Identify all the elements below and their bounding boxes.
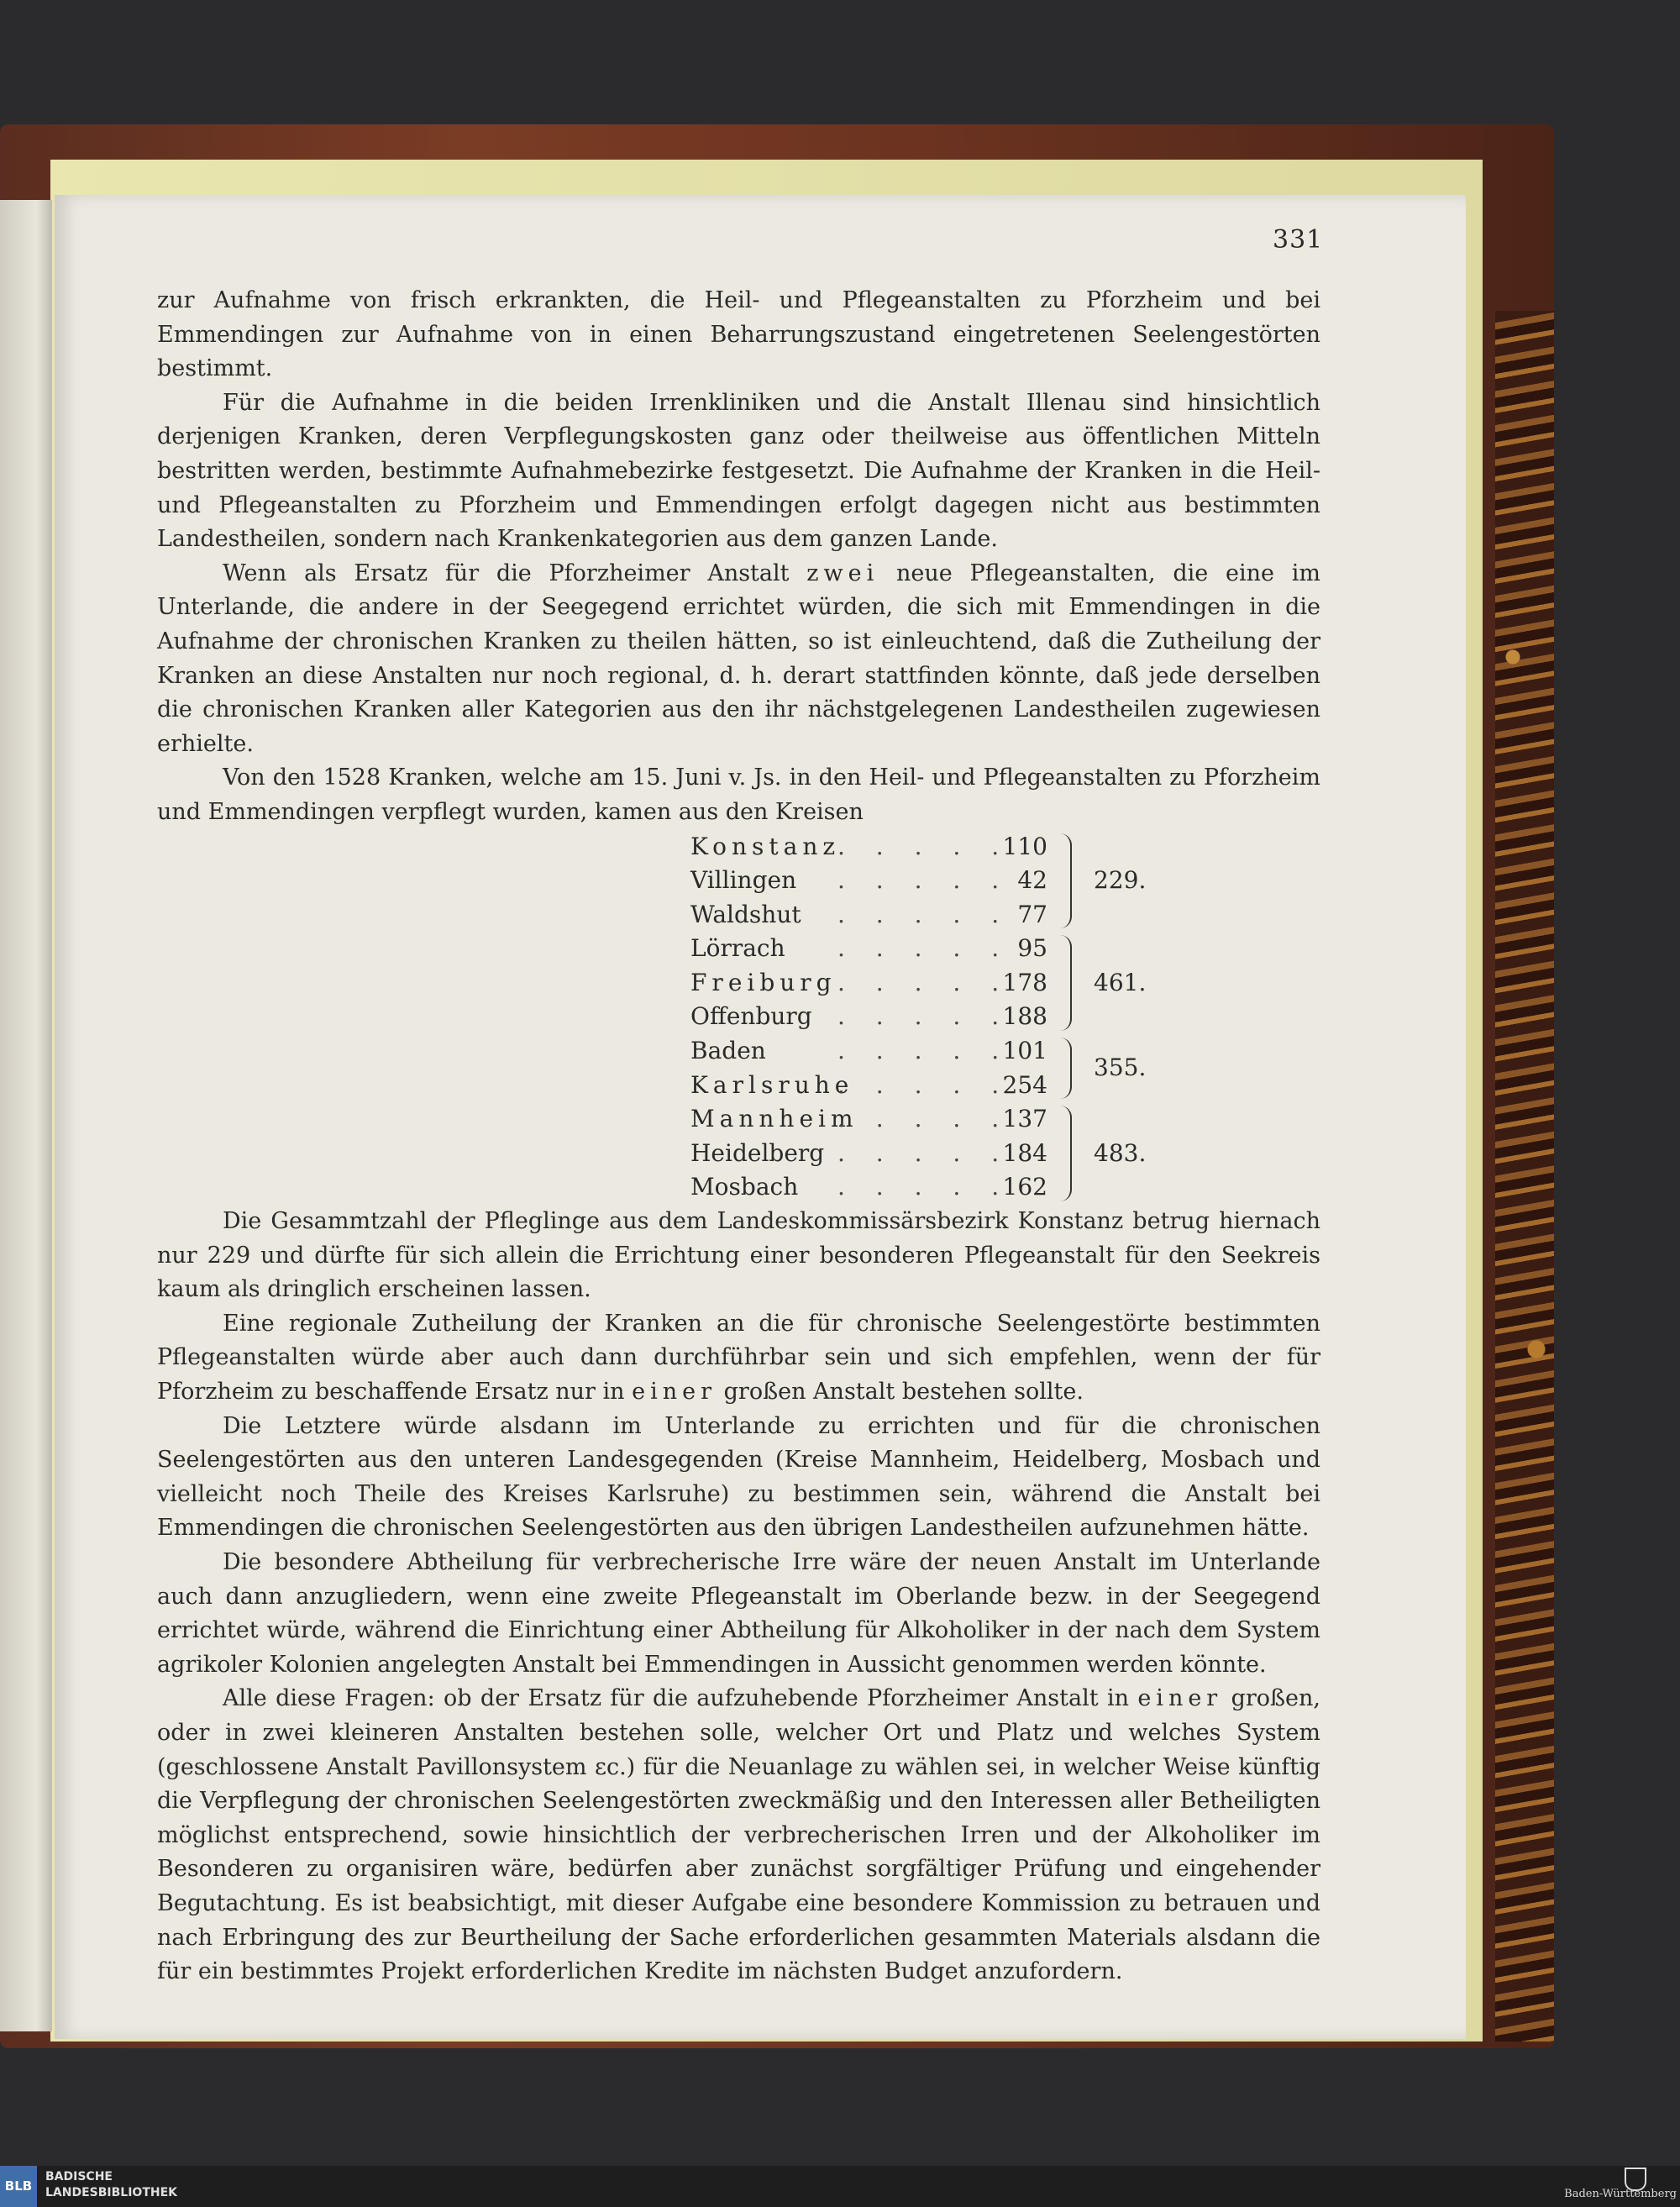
paragraph-9: Alle diese Fragen: ob der Ersatz für die aufzuhebende Pforzheimer Anstalt in einer großen, oder in zwei kleineren Anstalten bestehen solle, welcher Ort und Platz und welches System (geschlossene Anstalt Pavillonsystem ɛc.) für die Neuanlage zu wählen sei, in welcher Weise künftig die Verpflegung der chronischen Seelengestörten zweckmäßig und den Interessen aller Betheiligten möglichst entsprechend, sowie hinsichtlich der verbrecherischen Irren und der Alkoholiker im Besonderen zu organisiren wäre, bedürfen aber zunächst sorgfältiger Prüfung und eingehender Begutachtung. Es ist beabsichtigt, mit dieser Aufgabe eine besondere Kommission zu betrauen und nach Erbringung des zur Beurtheilung der Sache erforderlichen gesammten Materials alsdann die für ein bestimmtes Projekt erforderlichen Kredite im nächsten Budget anzufordern. <box>157 1685 1321 1985</box>
district-row <box>535 1034 1123 1069</box>
district-count: 77 <box>1017 900 1047 928</box>
district-name: Baden <box>690 1037 766 1065</box>
leader-dots: . . . . . <box>837 1070 1011 1099</box>
district-name: Lörrach <box>690 934 785 963</box>
district-count: 188 <box>1002 1002 1047 1031</box>
district-row <box>535 966 1123 1001</box>
district-group <box>535 830 1147 933</box>
district-count: 110 <box>1002 832 1047 860</box>
district-name: Villingen <box>690 866 797 895</box>
district-name: Freiburg <box>690 968 837 996</box>
district-name: Mannheim <box>690 1105 858 1133</box>
district-count: 254 <box>1002 1070 1047 1099</box>
group-brace <box>1060 1106 1072 1201</box>
viewer-footer <box>0 2166 1680 2207</box>
group-sum: 483. <box>1094 1138 1147 1167</box>
district-table <box>535 830 1147 1206</box>
leader-dots: . . . . . <box>837 1002 1011 1031</box>
paragraph-3: Wenn als Ersatz für die Pforzheimer Anstalt zwei neue Pflegeanstalten, die eine im Unterlande, die andere in der Seegegend errichtet würden, die sich mit Emmendingen in die Aufnahme der chronischen Kranken zu theilen hätten, so ist einleuchtend, daß die Zutheilung der Kranken an diese Anstalten nur noch regional, d. h. derart stattfinden könnte, daß jede derselben die chronischen Kranken aller Kategorien aus den ihr nächstgelegenen Landestheilen zugewiesen erhielte. <box>157 560 1320 757</box>
district-row <box>535 830 1123 864</box>
leader-dots: . . . . . <box>837 1037 1011 1065</box>
district-group <box>535 932 1147 1034</box>
paragraph-8: Die besondere Abtheilung für verbrecherische Irre wäre der neuen Anstalt im Unterlande auch dann anzugliedern, wenn eine zweite Pflegeanstalt im Oberlande bezw. in der Seegegend errichtet würde, während die Einrichtung einer Abtheilung für Alkoholiker in der nach dem System agrikoler Kolonien angelegten Anstalt bei Emmendingen in Aussicht genommen werden könnte. <box>157 1548 1320 1678</box>
page-text <box>157 284 1320 1989</box>
page-number: 331 <box>1273 225 1324 255</box>
district-name: Heidelberg <box>690 1138 825 1167</box>
district-group <box>535 1034 1147 1102</box>
paragraph-5: Die Gesammtzahl der Pfleglinge aus dem Landeskommissärsbezirk Konstanz betrug hiernach nur 229 und dürfte für sich allein die Errichtung einer besonderen Pflegeanstalt für den Seekreis kaum als dringlich erscheinen lassen. <box>157 1208 1320 1303</box>
marbled-edge <box>1495 311 1554 2041</box>
district-count: 137 <box>1002 1105 1047 1133</box>
group-brace <box>1060 1038 1072 1099</box>
district-count: 42 <box>1017 866 1047 895</box>
leader-dots: . . . . . <box>837 968 1011 996</box>
district-name: Offenburg <box>690 1002 812 1031</box>
paragraph-7: Die Letztere würde alsdann im Unterlande zu errichten und für die chronischen Seelengestörten aus den unteren Landesgegenden (Kreise Mannheim, Heidelberg, Mosbach und vielleicht noch Theile des Kreises Karlsruhe) zu bestimmen sein, während die Anstalt bei Emmendingen die chronischen Seelengestörten aus den übrigen Landestheilen aufzunehmen hätte. <box>157 1412 1320 1542</box>
district-row <box>535 1137 1123 1171</box>
district-name: Waldshut <box>690 900 801 928</box>
leader-dots: . . . . . <box>837 934 1011 963</box>
leader-dots: . . . . . <box>837 866 1011 895</box>
paragraph-1: zur Aufnahme von frisch erkrankten, die Heil- und Pflegeanstalten zu Pforzheim und bei Emmendingen zur Aufnahme von in einen Beharrungszustand eingetretenen Seelengestörten bestimmt. <box>157 287 1320 382</box>
leader-dots: . . . . . <box>837 1105 1011 1133</box>
leader-dots: . . . . . <box>837 832 1011 860</box>
group-sum: 355. <box>1094 1054 1147 1082</box>
district-count: 101 <box>1002 1037 1047 1065</box>
district-row <box>535 864 1123 898</box>
district-count: 178 <box>1002 968 1047 996</box>
district-row <box>535 1000 1123 1034</box>
paragraph-4: Von den 1528 Kranken, welche am 15. Juni v. Js. in den Heil- und Pflegeanstalten zu Pforzheim und Emmendingen verpflegt wurden, kamen aus den Kreisen <box>157 765 1320 825</box>
leader-dots: . . . . . <box>837 900 1011 928</box>
paragraph-2: Für die Aufnahme in die beiden Irrenkliniken und die Anstalt Illenau sind hinsichtlich derjenigen Kranken, deren Verpflegungskosten ganz oder theilweise aus öffentlichen Mitteln bestritten werden, bestimmte Aufnahmebezirke festgesetzt. Die Aufnahme der Kranken in die Heil- und Pflegeanstalten zu Pforzheim und Emmendingen erfolgt dagegen nicht aus bestimmten Landestheilen, sondern nach Krankenkategorien aus dem ganzen Lande. <box>157 389 1320 553</box>
library-name: BADISCHE LANDESBIBLIOTHEK <box>45 2170 178 2199</box>
district-row <box>535 1102 1123 1137</box>
district-row <box>535 1170 1123 1205</box>
left-page-edge <box>0 200 52 2031</box>
group-sum: 229. <box>1094 866 1147 895</box>
district-name: Karlsruhe <box>690 1070 854 1099</box>
district-group <box>535 1102 1147 1205</box>
group-brace <box>1060 833 1072 929</box>
district-name: Konstanz <box>690 832 841 860</box>
leader-dots: . . . . . <box>837 1173 1011 1201</box>
blb-logo[interactable]: BLB <box>0 2166 37 2207</box>
group-sum: 461. <box>1094 968 1147 996</box>
district-name: Mosbach <box>690 1173 799 1201</box>
district-row <box>535 898 1123 933</box>
region-label: Baden-Württemberg <box>1564 2188 1677 2200</box>
district-row <box>535 932 1123 966</box>
district-row <box>535 1069 1123 1103</box>
district-count: 162 <box>1002 1173 1047 1201</box>
paragraph-6: Eine regionale Zutheilung der Kranken an die für chronische Seelengestörte bestimmten Pflegeanstalten würde aber auch dann durchführbar sein und sich empfehlen, wenn der für Pforzheim zu beschaffende Ersatz nur in einer großen Anstalt bestehen sollte. <box>157 1310 1320 1405</box>
district-count: 184 <box>1002 1138 1047 1167</box>
district-count: 95 <box>1017 934 1047 963</box>
leader-dots: . . . . . <box>837 1138 1011 1167</box>
group-brace <box>1060 935 1072 1031</box>
